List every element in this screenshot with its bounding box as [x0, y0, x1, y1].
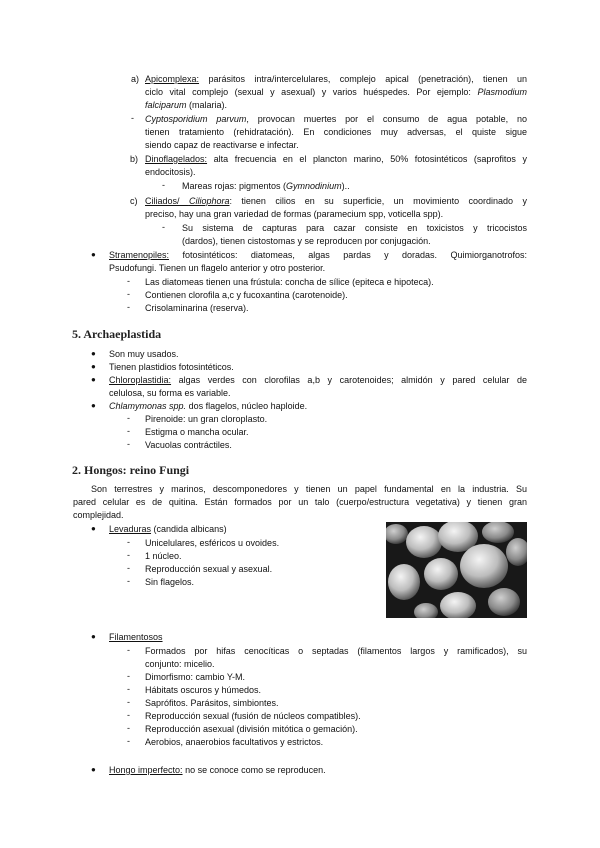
filamentosos-item1-line1: Formados por hifas cenocíticas o septadas (filamentos largos y ramificados), su	[145, 646, 527, 656]
dash-icon: -	[127, 645, 130, 655]
dash-icon: -	[127, 671, 130, 681]
list-item: Crisolaminarina (reserva).	[145, 303, 249, 313]
ciliados-line1: Ciliados/ Ciliophora: tienen cilios en su superficie, un movimiento coordinado y	[145, 196, 527, 206]
list-item: Unicelulares, esféricos u ovoides.	[145, 538, 280, 548]
dash-icon: -	[131, 113, 134, 123]
dash-icon: -	[127, 736, 130, 746]
stramenopiles-line2: Psudofungi. Tienen un flagelo anterior y otro posterior.	[109, 263, 326, 273]
list-item: Estigma o mancha ocular.	[145, 427, 249, 437]
bullet-icon: ●	[91, 250, 96, 259]
cyptosporidium-line3: siendo capaz de reactivarse e infectar.	[145, 140, 299, 150]
list-item: Reproducción sexual y asexual.	[145, 564, 273, 574]
ciliados-term: Ciliados/ Ciliophora	[145, 196, 230, 206]
bullet-icon: ●	[91, 362, 96, 371]
yeast-cells-illustration	[386, 522, 527, 618]
levaduras-line: Levaduras (candida albicans)	[109, 524, 227, 534]
stramenopiles-term: Stramenopiles:	[109, 250, 170, 260]
bullet-icon: ●	[91, 632, 96, 641]
list-item: Sin flagelos.	[145, 577, 195, 587]
cyptosporidium-term: Cyptosporidium parvum	[145, 114, 247, 124]
item-marker: a)	[131, 74, 140, 84]
chloroplastidia-line1: Chloroplastidia: algas verdes con clorofilas a,b y carotenoides; almidón y pared celular de	[109, 375, 527, 385]
filamentosos-term: Filamentosos	[109, 632, 163, 642]
apicomplexa-line1: Apicomplexa: parásitos intra/intercelulares, complejo apical (penetración), tienen un	[145, 74, 527, 84]
dash-icon: -	[127, 276, 130, 286]
dash-icon: -	[127, 563, 130, 573]
hongos-intro-line3: complejidad.	[73, 510, 124, 520]
hongos-intro-line1: Son terrestres y marinos, descomponedores y tienen un papel fundamental en la industria. Su	[91, 484, 527, 494]
list-item: Vacuolas contráctiles.	[145, 440, 232, 450]
list-item: Las diatomeas tienen una frústula: concha de sílice (epiteca e hipoteca).	[145, 277, 434, 287]
dash-icon: -	[127, 684, 130, 694]
item-marker: c)	[130, 196, 138, 206]
mareas-rojas: Mareas rojas: pigmentos (Gymnodinium)..	[182, 181, 350, 191]
list-item: Tienen plastidios fotosintéticos.	[109, 362, 234, 372]
list-item: 1 núcleo.	[145, 551, 182, 561]
ciliados-sub-line1: Su sistema de capturas para cazar consiste en toxicistos y tricocistos	[182, 223, 527, 233]
bullet-icon: ●	[91, 401, 96, 410]
hongos-intro-line2: pared celular es de quitina. Están formados por un talo (cuerpo/estructura vegetativa) y tienen gran	[73, 497, 527, 507]
apicomplexa-line2: ciclo vital complejo (sexual y asexual) y varios huéspedes. Por ejemplo: Plasmodium	[145, 87, 527, 97]
stramenopiles-line1: Stramenopiles: fotosintéticos: diatomeas, algas pardas y doradas. Quimiorganotrofos:	[109, 250, 527, 260]
bullet-icon: ●	[91, 375, 96, 384]
dash-icon: -	[127, 576, 130, 586]
dash-icon: -	[127, 723, 130, 733]
hongo-imperfecto-term: Hongo imperfecto:	[109, 765, 183, 775]
dash-icon: -	[127, 550, 130, 560]
item-marker: b)	[130, 154, 139, 164]
dash-icon: -	[127, 697, 130, 707]
dash-icon: -	[162, 222, 165, 232]
dash-icon: -	[127, 439, 130, 449]
list-item: Aerobios, anaerobios facultativos y estrictos.	[145, 737, 324, 747]
list-item: Contienen clorofila a,c y fucoxantina (carotenoide).	[145, 290, 348, 300]
dinoflagelados-line2: endocitosis).	[145, 167, 196, 177]
apicomplexa-line3: falciparum (malaria).	[145, 100, 228, 110]
chloroplastidia-line2: celulosa, su forma es variable.	[109, 388, 231, 398]
yeast-micrograph-image	[386, 522, 527, 618]
list-item: Pirenoide: un gran cloroplasto.	[145, 414, 268, 424]
list-item: Son muy usados.	[109, 349, 179, 359]
chloroplastidia-term: Chloroplastidia:	[109, 375, 172, 385]
bullet-icon: ●	[91, 524, 96, 533]
dash-icon: -	[162, 180, 165, 190]
dash-icon: -	[127, 710, 130, 720]
dinoflagelados-line1: Dinoflagelados: alta frecuencia en el plancton marino, 50% fotosintéticos (saprofitos y	[145, 154, 527, 164]
dash-icon: -	[127, 413, 130, 423]
list-item: Saprófitos. Parásitos, simbiontes.	[145, 698, 279, 708]
dash-icon: -	[127, 289, 130, 299]
dash-icon: -	[127, 302, 130, 312]
ciliados-line2: preciso, hay una gran variedad de formas (paramecium spp, voticella spp).	[145, 209, 444, 219]
dash-icon: -	[127, 537, 130, 547]
cyptosporidium-line1: Cyptosporidium parvum, provocan muertes por el consumo de agua potable, no	[145, 114, 527, 124]
cyptosporidium-line2: tienen tratamiento (rehidratación). En condiciones muy adversas, el quiste sigue	[145, 127, 527, 137]
bullet-icon: ●	[91, 349, 96, 358]
bullet-icon: ●	[91, 765, 96, 774]
list-item: Hábitats oscuros y húmedos.	[145, 685, 262, 695]
dinoflagelados-term: Dinoflagelados:	[145, 154, 208, 164]
list-item: Reproducción sexual (fusión de núcleos compatibles).	[145, 711, 361, 721]
apicomplexa-term: Apicomplexa:	[145, 74, 200, 84]
ciliados-sub-line2: (dardos), tienen cistostomas y se reproducen por conjugación.	[182, 236, 431, 246]
list-item: Dimorfismo: cambio Y-M.	[145, 672, 246, 682]
levaduras-term: Levaduras	[109, 524, 152, 534]
filamentosos-item1-line2: conjunto: micelio.	[145, 659, 215, 669]
hongo-imperfecto-line: Hongo imperfecto: no se conoce como se reproducen.	[109, 765, 326, 775]
section-heading-archaeplastida: 5. Archaeplastida	[72, 327, 162, 341]
list-item: Reproducción asexual (división mitótica o gemación).	[145, 724, 358, 734]
dash-icon: -	[127, 426, 130, 436]
chlamymonas-line: Chlamymonas spp. dos flagelos, núcleo haploide.	[109, 401, 308, 411]
section-heading-hongos: 2. Hongos: reino Fungi	[72, 463, 190, 477]
